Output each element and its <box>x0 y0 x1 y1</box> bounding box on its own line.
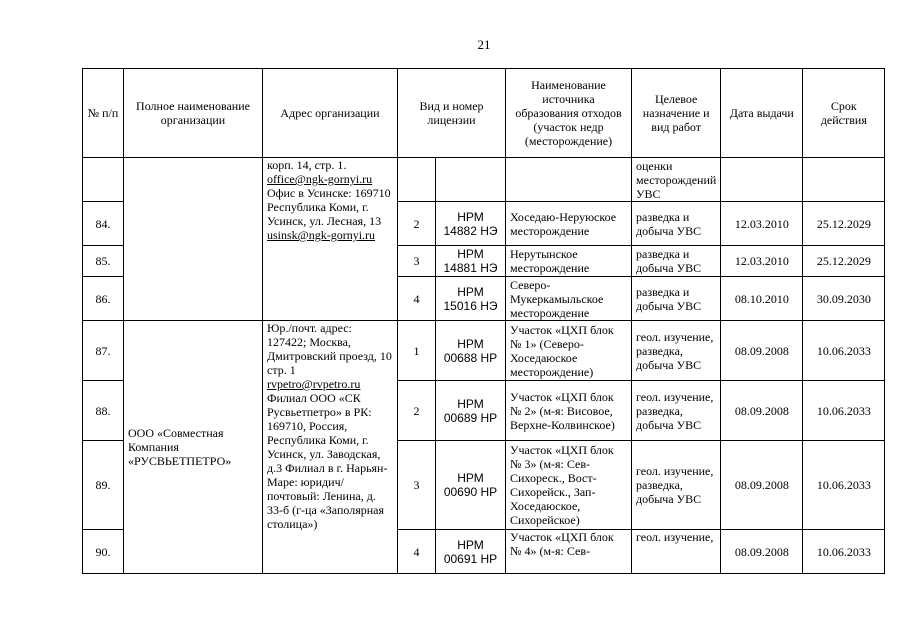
lic-type: НРМ <box>457 209 484 224</box>
header-source: Наименование источника образования отходов (участок недр (месторождение) <box>506 69 632 158</box>
cell-purpose: разведка и добыча УВС <box>632 277 721 321</box>
cell-purpose: геол. изучение, <box>632 530 721 574</box>
lic-code: 14881 НЭ <box>443 261 498 275</box>
header-org: Полное наименование организации <box>124 69 263 158</box>
cell-source: Нерутынское месторождение <box>506 246 632 277</box>
table-row <box>83 158 885 202</box>
cell-source: Участок «ЦХП блок № 2» (м-я: Висовое, Верхне-Колвинское) <box>506 381 632 441</box>
lic-code: 00691 НР <box>443 551 498 566</box>
address-line: Офис в Усинске: 169710 Республика Коми, г. Усинск, ул. Лесная, 13 <box>267 186 391 228</box>
cell-issue: 08.09.2008 <box>721 381 803 441</box>
cell-valid <box>803 158 885 202</box>
address-line: Юр./почт. адрес: 127422; Москва, Дмитровский проезд, 10 стр. 1 <box>267 321 392 377</box>
lic-type: НРМ <box>457 537 484 552</box>
cell-num <box>83 158 124 202</box>
email-link[interactable]: rvpetro@rvpetro.ru <box>267 377 361 391</box>
cell-num: 87. <box>83 321 124 381</box>
cell-purpose: геол. изучение, разведка, добыча УВС <box>632 321 721 381</box>
lic-code: 00689 НР <box>443 410 498 425</box>
license-table <box>82 68 885 574</box>
lic-type: НРМ <box>457 284 484 299</box>
cell-lic-code <box>436 381 506 441</box>
cell-lic-code <box>436 277 506 321</box>
cell-lic-code <box>436 321 506 381</box>
cell-num: 85. <box>83 246 124 277</box>
cell-source: Хоседаю-Неруюское месторождение <box>506 202 632 246</box>
lic-code: 14882 НЭ <box>443 223 498 238</box>
cell-lic-no: 2 <box>398 381 436 441</box>
cell-num: 90. <box>83 530 124 574</box>
cell-num: 89. <box>83 441 124 530</box>
cell-valid: 10.06.2033 <box>803 381 885 441</box>
cell-source <box>506 158 632 202</box>
cell-lic-no: 1 <box>398 321 436 381</box>
cell-source: Участок «ЦХП блок № 4» (м-я: Сев- <box>506 530 632 574</box>
cell-source: Участок «ЦХП блок № 1» (Северо-Хоседаюское месторождение) <box>506 321 632 381</box>
cell-lic-no: 2 <box>398 202 436 246</box>
cell-lic-code <box>436 246 506 277</box>
cell-issue <box>721 158 803 202</box>
lic-code: 15016 НЭ <box>443 298 498 313</box>
address-line: корп. 14, стр. 1. <box>267 158 347 172</box>
cell-address <box>263 158 398 321</box>
cell-purpose: разведка и добыча УВС <box>632 246 721 277</box>
header-validity: Срок действия <box>803 69 885 158</box>
cell-num: 86. <box>83 277 124 321</box>
cell-purpose: оценки месторождений УВС <box>632 158 721 202</box>
cell-lic-code <box>436 441 506 530</box>
cell-valid: 10.06.2033 <box>803 321 885 381</box>
lic-type: НРМ <box>457 336 484 351</box>
header-address: Адрес организации <box>263 69 398 158</box>
cell-lic-no <box>398 158 436 202</box>
cell-purpose: геол. изучение, разведка, добыча УВС <box>632 381 721 441</box>
lic-code: 00688 НР <box>443 350 498 365</box>
cell-valid: 25.12.2029 <box>803 246 885 277</box>
cell-num: 84. <box>83 202 124 246</box>
header-num: № п/п <box>83 69 124 158</box>
cell-lic-code <box>436 158 506 202</box>
cell-issue: 12.03.2010 <box>721 202 803 246</box>
lic-type: НРМ <box>457 471 484 485</box>
cell-lic-no: 3 <box>398 246 436 277</box>
cell-address <box>263 321 398 574</box>
cell-lic-no: 4 <box>398 530 436 574</box>
page-number: 21 <box>477 37 491 52</box>
table-row <box>83 321 885 381</box>
cell-purpose: разведка и добыча УВС <box>632 202 721 246</box>
cell-num: 88. <box>83 381 124 441</box>
header-row <box>83 69 885 158</box>
cell-org <box>124 158 263 321</box>
cell-issue: 08.10.2010 <box>721 277 803 321</box>
cell-lic-no: 4 <box>398 277 436 321</box>
email-link[interactable]: office@ngk-gornyi.ru <box>267 172 373 186</box>
cell-source: Участок «ЦХП блок № 3» (м-я: Сев-Сихореск., Вост-Сихорейск., Зап-Хоседаюское, Сихорейское) <box>506 441 632 530</box>
header-license: Вид и номер лицензии <box>398 69 506 158</box>
cell-issue: 08.09.2008 <box>721 321 803 381</box>
cell-org: ООО «Совместная Компания «РУСВЬЕТПЕТРО» <box>124 321 263 574</box>
cell-source: Северо-Мукеркамыльское месторождение <box>506 277 632 321</box>
cell-issue: 12.03.2010 <box>721 246 803 277</box>
header-issue-date: Дата выдачи <box>721 69 803 158</box>
cell-issue: 08.09.2008 <box>721 441 803 530</box>
cell-lic-code <box>436 202 506 246</box>
cell-lic-no: 3 <box>398 441 436 530</box>
cell-valid: 10.06.2033 <box>803 441 885 530</box>
cell-valid: 25.12.2029 <box>803 202 885 246</box>
lic-type: НРМ <box>457 396 484 411</box>
cell-valid: 10.06.2033 <box>803 530 885 574</box>
header-purpose: Целевое назначение и вид работ <box>632 69 721 158</box>
cell-lic-code <box>436 530 506 574</box>
cell-purpose: геол. изучение, разведка, добыча УВС <box>632 441 721 530</box>
lic-type: НРМ <box>457 247 484 261</box>
cell-issue: 08.09.2008 <box>721 530 803 574</box>
lic-code: 00690 НР <box>443 485 498 499</box>
email-link[interactable]: usinsk@ngk-gornyi.ru <box>267 228 376 242</box>
address-line: Филиал ООО «СК Русвьетпетро» в РК: 169710, Россия, Республика Коми, г. Усинск, ул. Заводская, д.3 Филиал в г. Нарьян-Маре: юридич/почтовый: Ленина, д. 33-б (г-ца «Заполярная столица») <box>267 391 388 531</box>
cell-valid: 30.09.2030 <box>803 277 885 321</box>
